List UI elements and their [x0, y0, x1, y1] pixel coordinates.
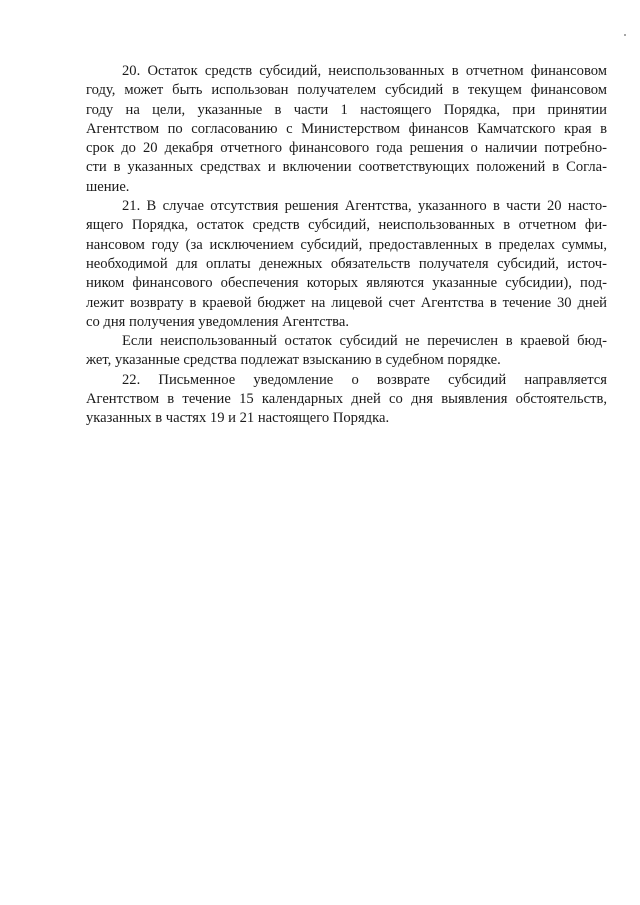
paragraph-20 [86, 62, 607, 197]
paragraph-line: 20. Остаток средств субсидий, неиспользованных в отчетном финансовом [122, 63, 607, 79]
paragraph-line: сти в указанных средствах и включении соответствующих положений в Согла- [86, 159, 607, 176]
paragraph-line: указанных в частях 19 и 21 настоящего Порядка. [86, 410, 390, 427]
paragraph-line: жет, указанные средства подлежат взысканию в судебном порядке. [86, 352, 501, 369]
paragraph-line: году, может быть использован получателем субсидий в текущем финансовом [86, 82, 607, 99]
paragraph-line: году на цели, указанные в части 1 настоящего Порядка, при принятии [86, 101, 607, 118]
paragraph-line: лежит возврату в краевой бюджет на лицевой счет Агентства в течение 30 дней [86, 294, 607, 311]
paragraph-line: ником финансового обеспечения которых являются указанные субсидии), под- [86, 275, 607, 292]
paragraph-line: срок до 20 декабря отчетного финансового года решения о наличии потребно- [86, 140, 607, 157]
paragraph-line: 21. В случае отсутствия решения Агентства, указанного в части 20 насто- [122, 198, 607, 215]
paragraph-line: 22. Письменное уведомление о возврате субсидий направляется [122, 371, 607, 388]
document-body [86, 62, 607, 429]
paragraph-line: необходимой для оплаты денежных обязательств получателя субсидий, источ- [86, 255, 607, 272]
paragraph-21-continuation [86, 332, 607, 371]
paragraph-line: Если неиспользованный остаток субсидий не перечислен в краевой бюд- [122, 333, 607, 350]
paragraph-line: ящего Порядка, остаток средств субсидий, неиспользованных в отчетном фи- [86, 217, 607, 234]
paragraph-22 [86, 371, 607, 429]
paragraph-line: шение. [86, 178, 130, 195]
scan-dot-mark [624, 34, 626, 36]
paragraph-line: Агентством по согласованию с Министерством финансов Камчатского края в [86, 120, 607, 137]
paragraph-line: Агентством в течение 15 календарных дней со дня выявления обстоятельств, [86, 391, 607, 408]
paragraph-line: нансовом году (за исключением субсидий, предоставленных в пределах суммы, [86, 236, 607, 253]
paragraph-line: со дня получения уведомления Агентства. [86, 313, 349, 330]
paragraph-21 [86, 197, 607, 332]
